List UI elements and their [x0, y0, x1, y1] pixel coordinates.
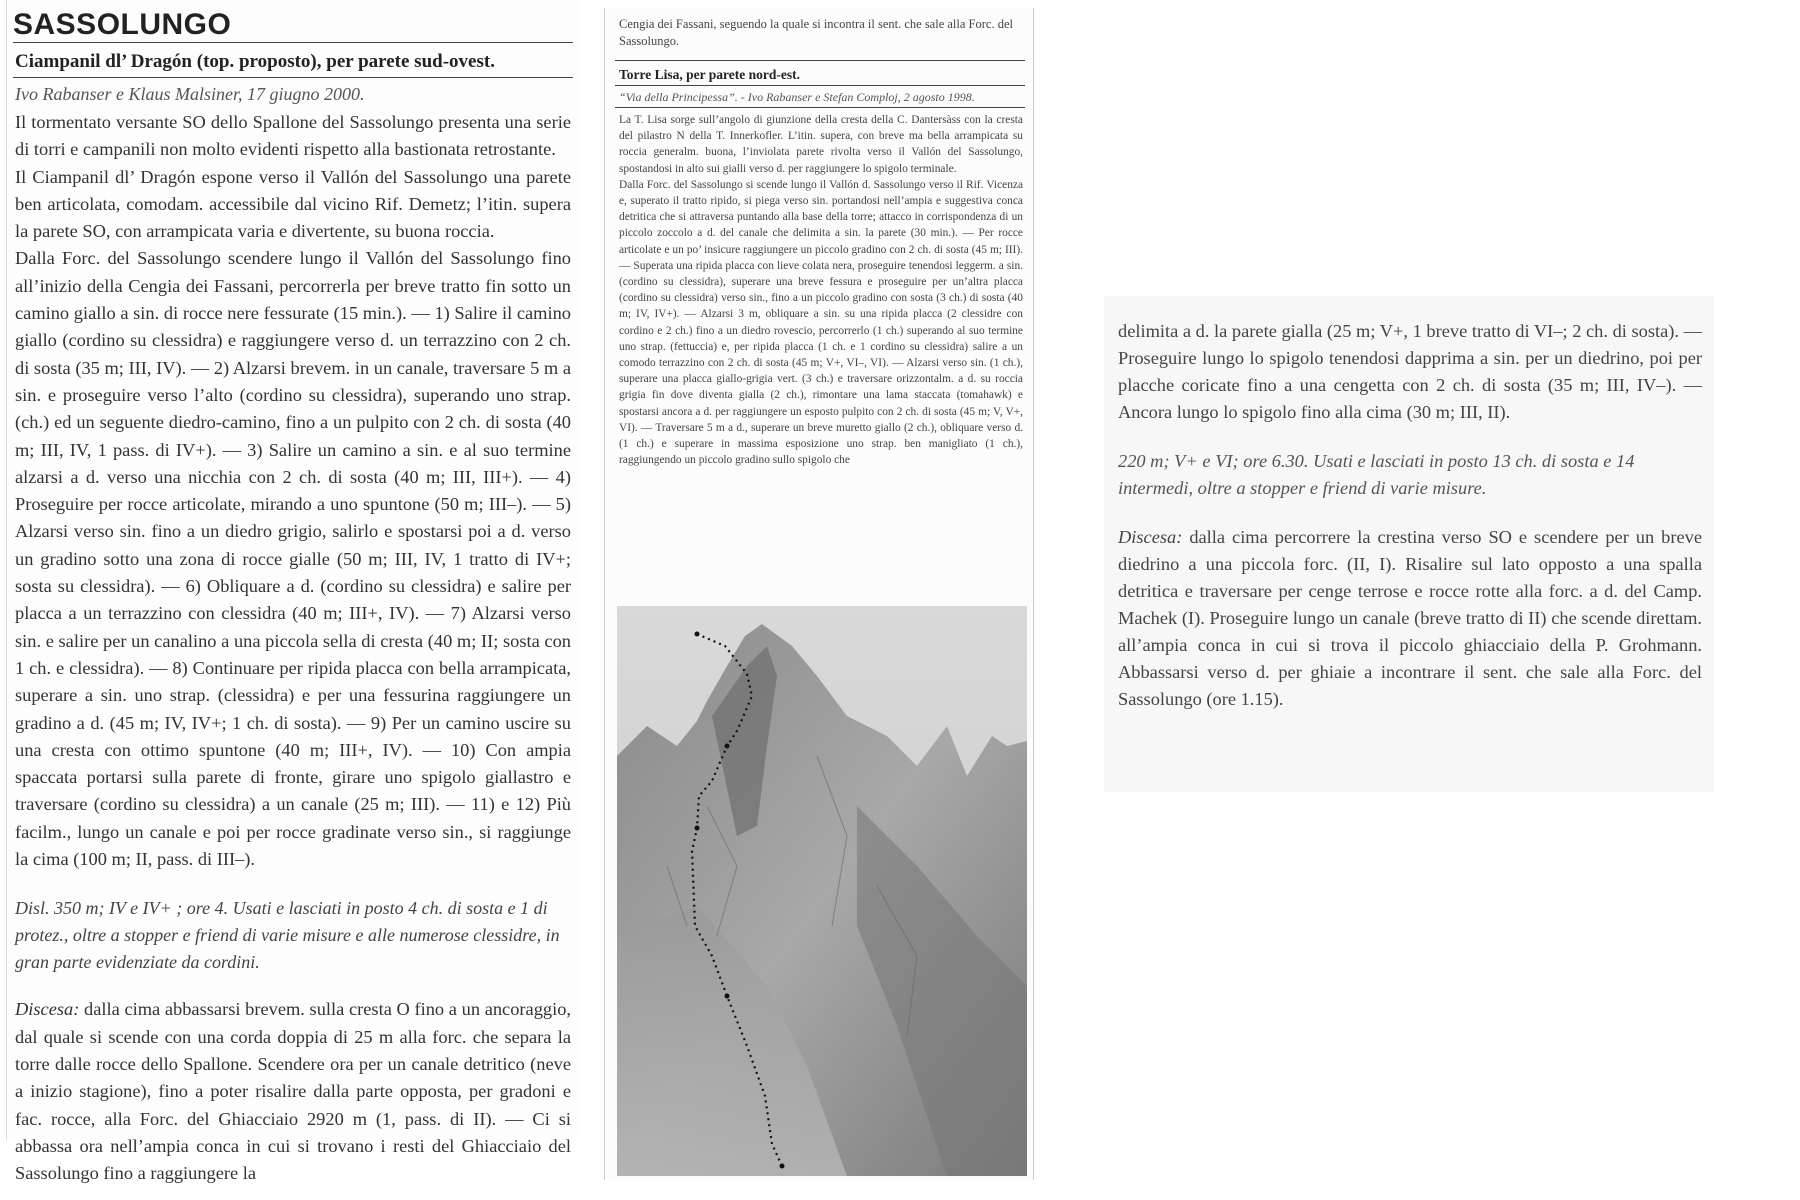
route-description-lisa	[619, 112, 1023, 468]
descent-label: Discesa:	[1118, 527, 1183, 547]
descent-lisa	[1118, 524, 1702, 713]
belay-marker	[695, 632, 700, 637]
route-author-lisa: “Via della Principessa”. - Ivo Rabanser e Stefan Comploj, 2 agosto 1998.	[619, 90, 975, 104]
paragraph: La T. Lisa sorge sull’angolo di giunzione della cresta della C. Dantersàss con la cresta del pilastro N della T. Innerkofler. L’itin. supera, con breve ma bella arrampicata su roccia generalm. buona, l’inviolata parete rivolta verso il Vallón del Sassolungo, spostandosi in alto sui gialli verso d. per raggiungere lo spigolo terminale.	[619, 114, 1023, 175]
paragraph: Il Ciampanil dl’ Dragón espone verso il Vallón del Sassolungo una parete ben articolata, comodam. accessibile dal vicino Rif. Demetz; l’itin. supera la parete SO, con arrampicata varia e divertente, su buona roccia.	[15, 166, 571, 242]
route-title-dragon: Ciampanil dl’ Dragón (top. proposto), per parete sud-ovest.	[15, 51, 495, 72]
route-description-dragon	[15, 109, 571, 873]
paragraph: Dalla Forc. del Sassolungo si scende lungo il Vallón d. Sassolungo verso il Rif. Vicenza e, superato il tratto ripido, si piega verso sin. portandosi nell’ampia e suggestiva conca detritica che si attraversa puntando alla base della torre; attacco in corrispondenza di un piccolo zoccolo a d. del canale che delimita a sin. la parete (30 min.). — Per rocce articolate e un po’ insicure raggiungere un piccolo gradino con 2 ch. di sosta (45 m; III). — Superata una ripida placca con lieve colata nera, proseguire tenendosi leggerm. a sin. (cordino su clessidra), superare una breve fessura e proseguire per un’altra placca (cordino su clessidra) verso sin., fino a un piccolo gradino con sosta (3 ch.) di sosta (40 m; IV, IV+). — Alzarsi 3 m, obliquare a sin. su una ripida placca (2 clessidre con cordino e 2 ch.) fino a un diedro rovescio, percorrerlo (1 ch.) superando al suo termine uno strap. (fettuccia) e, per ripida placca (1 ch. e 1 cordino su clessidra) salire a un comodo terrazzino con 2 ch. di sosta (45 m; V+, VI–, VI). — Alzarsi verso sin. (1 ch.), superare una placca giallo-grigia vert. (3 ch.) e traversare orizzontalm. a d. su roccia grigia fin dove diventa gialla (2 ch.), rimontare una lama staccata (tomahawk) e spostarsi ancora a d. per raggiungere un esposto pulpito con 2 ch. di sosta (45 m; V, V+, VI). — Traversare 5 m a d., superare un breve muretto giallo (2 ch.), obliquare verso d. (1 ch.) e superare in massima esposizione uno strap. ben manigliato (1 ch.), raggiungendo un piccolo gradino sullo spigolo che	[619, 178, 1023, 467]
belay-marker	[725, 994, 730, 999]
route-author-dragon: Ivo Rabanser e Klaus Malsiner, 17 giugno 2000.	[15, 84, 365, 104]
belay-marker	[780, 1164, 785, 1169]
paragraph: Il tormentato versante SO dello Spallone del Sassolungo presenta una serie di torri e campanili non molto evidenti rispetto alla bastionata retrostante.	[15, 112, 571, 160]
route-photo	[617, 606, 1027, 1176]
left-column	[6, 0, 579, 1184]
descent-text: dalla cima percorrere la crestina verso SO e scendere per un breve diedrino a una piccola forc. (II, I). Risalire sul lato opposto a una spalla detritica e traversare per cenge terrose e rocce rotte alla forc. a d. del Camp. Machek (I). Proseguire lungo un canale (breve tratto di II) che scende direttam. all’ampia conca in cui si trova il piccolo ghiacciaio della P. Grohmann. Abbassarsi verso d. per ghiaie a incontrare il sent. che sale alla Forc. del Sassolungo (ore 1.15).	[1118, 527, 1702, 709]
title-rule	[13, 77, 573, 78]
right-column	[1104, 296, 1714, 792]
belay-marker	[725, 744, 730, 749]
route-continuation-lisa: delimita a d. la parete gialla (25 m; V+, 1 breve tratto di VI–; 2 ch. di sosta). — Proseguire lungo lo spigolo tenendosi dapprima a sin. per un diedrino, poi per placche coricate fino a una cengetta con 2 ch. di sosta (35 m; III, IV–). — Ancora lungo lo spigolo fino alla cima (30 m; III, II).	[1118, 321, 1702, 422]
continued-text: Cengia dei Fassani, seguendo la quale si incontra il sent. che sale alla Forc. del Sassolungo.	[619, 17, 1013, 48]
middle-column	[604, 8, 1034, 1180]
title-rule	[615, 85, 1025, 86]
descent-dragon	[15, 996, 571, 1187]
group-heading: SASSOLUNGO	[13, 8, 232, 41]
route-summary-lisa: 220 m; V+ e VI; ore 6.30. Usati e lasciati in posto 13 ch. di sosta e 14 intermedi, oltre a stopper e friend di varie misure.	[1118, 451, 1635, 498]
descent-text: dalla cima abbassarsi brevem. sulla cresta O fino a un ancoraggio, dal quale si scende con una corda doppia di 25 m alla forc. che separa la torre dalle rocce dello Spallone. Scendere ora per un canale detritico (neve a inizio stagione), fino a poter risalire dalla parte opposta, per gradoni e fac. rocce, alla Forc. del Ghiacciaio 2920 m (1, pass. di II). — Ci si abbassa ora nell’ampia conca in cui si trovano i resti del Ghiacciaio del Sassolungo fino a raggiungere la	[15, 999, 571, 1184]
paragraph: Dalla Forc. del Sassolungo scendere lungo il Vallón del Sassolungo fino all’inizio della Cengia dei Fassani, percorrerla per breve tratto fin sotto un camino giallo a sin. di rocce nere fessurate (15 min.). — 1) Salire il camino giallo (cordino su clessidra) e raggiungere verso d. un terrazzino con 2 ch. di sosta (35 m; III, IV). — 2) Alzarsi brevem. in un canale, traversare 5 m a sin. e proseguire verso l’alto (cordino su clessidra), superando uno strap. (ch.) ed un seguente diedro-camino, fino a un pulpito con 2 ch. di sosta (40 m; III, IV, 1 pass. di IV+). — 3) Salire un camino a sin. e al suo termine alzarsi a d. verso una nicchia con 2 ch. di sosta (40 m; III, III+). — 4) Proseguire per rocce articolate, mirando a uno spuntone (50 m; III–). — 5) Alzarsi verso sin. fino a un diedro grigio, salirlo e spostarsi poi a d. verso un gradino sotto una zona di rocce gialle (50 m; III, IV, 1 tratto di IV+; sosta su clessidra). — 6) Obliquare a d. (cordino su clessidra) e salire per placca a un terrazzino con clessidra (40 m; III+, IV). — 7) Alzarsi verso sin. e salire per un canalino a una piccola sella di cresta (40 m; II; sosta con 1 ch. e clessidra). — 8) Continuare per ripida placca con bella arrampicata, superare a sin. uno strap. (clessidra) e per una fessurina raggiungere un gradino a d. (45 m; IV, IV+; 1 ch. di sosta). — 9) Per un camino uscire su una cresta con ottimo spuntone (40 m; III+, IV). — 10) Con ampia spaccata portarsi sulla parete di fronte, girare uno spigolo giallastro e traversare (cordino su clessidra) a un canale (25 m; III). — 11) e 12) Più facilm., lungo un canale e poi per rocce gradinate verso sin., si raggiunge la cima (100 m; II, pass. di III–).	[15, 248, 571, 870]
belay-marker	[695, 826, 700, 831]
section-rule	[615, 60, 1025, 61]
heading-rule	[13, 42, 573, 43]
route-summary-dragon: Disl. 350 m; IV e IV+ ; ore 4. Usati e lasciati in posto 4 ch. di sosta e 1 di protez., oltre a stopper e friend di varie misure e alle numerose clessidre, in gran parte evidenziate da cordini.	[15, 898, 560, 973]
route-title-lisa: Torre Lisa, per parete nord-est.	[619, 67, 800, 82]
author-rule	[615, 107, 1025, 108]
descent-label: Discesa:	[15, 999, 80, 1020]
